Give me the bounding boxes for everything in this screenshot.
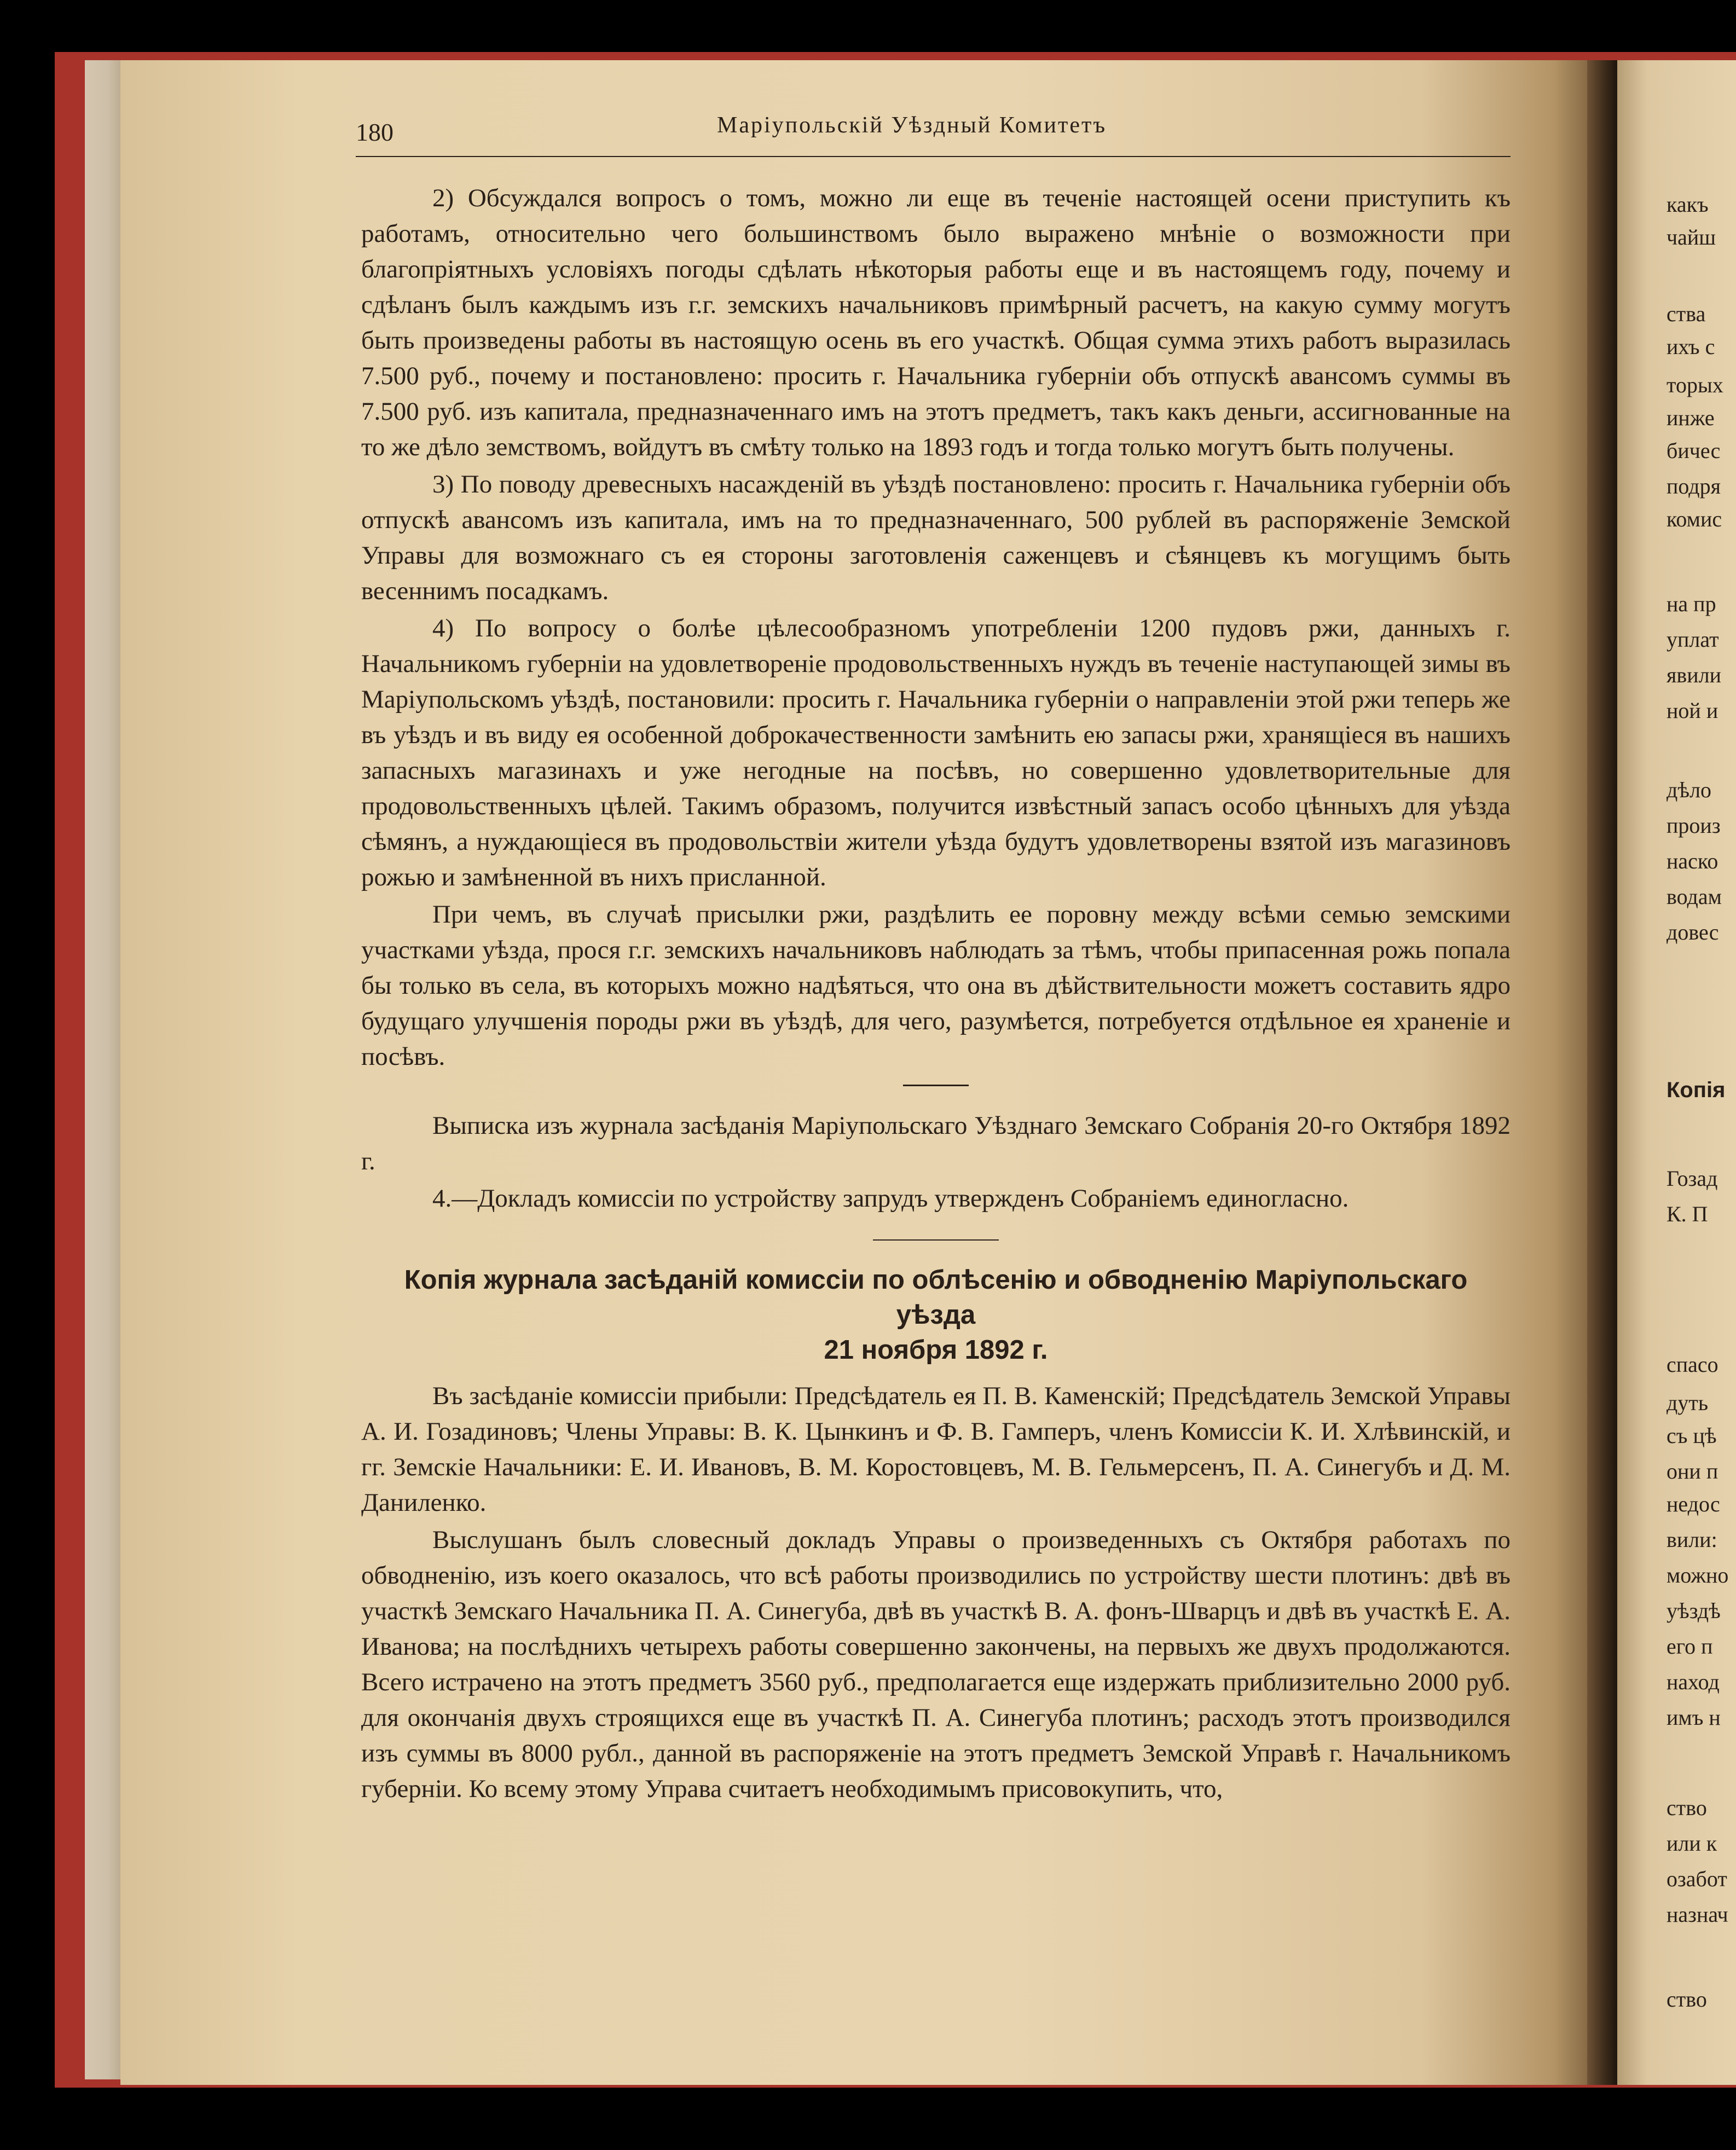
right-page-fragment xyxy=(1617,60,1736,2085)
next-page-line: они п xyxy=(1666,1459,1718,1483)
separator-rule xyxy=(903,1085,969,1086)
separator-rule xyxy=(873,1239,999,1241)
next-page-line: К. П xyxy=(1666,1202,1708,1226)
section-heading xyxy=(361,1262,1511,1367)
next-page-line: недос xyxy=(1666,1492,1720,1516)
paragraph: 2) Обсуждался вопросъ о томъ, можно ли еще въ теченіе настоящей осени приступить къ работамъ, относительно чего большинствомъ было выражено мнѣніе о возможности при благопріятныхъ условіяхъ погоды сдѣлать нѣкоторыя работы еще и въ настоящемъ году, почему и сдѣланъ былъ каждымъ изъ г.г. земскихъ начальниковъ примѣрный расчетъ, на какую сумму могутъ быть произведены работы въ настоящую осень въ его участкѣ. Общая сумма этихъ работъ выразилась 7.500 руб., почему и постановлено: просить г. Начальника губерніи объ отпускѣ авансомъ суммы въ 7.500 руб. изъ капитала, предназначеннаго имъ на этотъ предметъ, такъ какъ деньги, ассигнованные на то же дѣло земствомъ, войдутъ въ смѣту только на 1893 годъ и тогда только могутъ быть получены. xyxy=(361,184,1511,461)
next-page-line: комис xyxy=(1666,507,1722,531)
next-page-line: ство xyxy=(1666,1987,1707,2012)
next-page-line: ихъ с xyxy=(1666,334,1715,359)
next-page-line: на пр xyxy=(1666,592,1716,616)
next-page-line: произ xyxy=(1666,813,1721,838)
next-page-line: назнач xyxy=(1666,1902,1728,1927)
page-number: 180 xyxy=(356,118,394,146)
book-gutter xyxy=(1587,60,1617,2085)
running-head: Маріупольскій Уѣздный Комитетъ xyxy=(717,113,1107,138)
extract-paragraph: Выписка изъ журнала засѣданія Маріупольскаго Уѣзднаго Земскаго Собранія 20-го Октября 1892 г. xyxy=(361,1111,1511,1175)
next-page-line: наско xyxy=(1666,849,1718,873)
next-page-line: уѣздѣ xyxy=(1666,1598,1721,1623)
next-page-line: спасо xyxy=(1666,1352,1718,1377)
next-page-line: вили: xyxy=(1666,1527,1717,1552)
paragraph: 4) По вопросу о болѣе цѣлесообразномъ употребленіи 1200 пудовъ ржи, данныхъ г. Начальникомъ губерніи на удовлетвореніе продовольственныхъ нуждъ въ теченіе наступающей зимы въ Маріупольскомъ уѣздѣ, постановили: просить г. Начальника губерніи о направленіи этой ржи теперь же въ уѣздъ и въ виду ея особенной доброкачественности замѣнить ею запасы ржи, хранящіеся въ нашихъ запасныхъ магазинахъ и уже негодные на посѣвъ, но совершенно удовлетворительные для продовольственныхъ цѣлей. Такимъ образомъ, получится извѣстный запасъ особо цѣнныхъ для уѣзда сѣмянъ, а нуждающіеся въ продовольствіи жители уѣзда будутъ удовлетворены взятой изъ магазиновъ рожью и замѣненной въ нихъ присланной. xyxy=(361,614,1511,891)
next-page-line: дѣло xyxy=(1666,778,1712,802)
next-page-line: довес xyxy=(1666,920,1719,944)
next-page-line: съ цѣ xyxy=(1666,1423,1717,1448)
next-page-line: бичес xyxy=(1666,438,1721,463)
extract-paragraph: 4.—Докладъ комиссіи по устройству запрудъ утвержденъ Собраніемъ единогласно. xyxy=(432,1184,1349,1213)
next-page-line: подря xyxy=(1666,474,1721,499)
page-header xyxy=(356,107,1511,157)
page-edge-strip xyxy=(85,60,123,2079)
page-body xyxy=(361,181,1511,1809)
next-page-heading: Копія xyxy=(1666,1078,1726,1102)
next-page-line: торых xyxy=(1666,373,1723,397)
next-page-line: его п xyxy=(1666,1634,1713,1659)
next-page-line: наход xyxy=(1666,1670,1720,1694)
section-heading-date: 21 ноября 1892 г. xyxy=(824,1335,1048,1365)
next-page-line: чайш xyxy=(1666,225,1716,250)
next-page-line: водам xyxy=(1666,884,1722,909)
next-page-line: явили xyxy=(1666,663,1722,687)
paragraph: При чемъ, въ случаѣ присылки ржи, раздѣлить ее поровну между всѣми семью земскими участками уѣзда, прося г.г. земскихъ начальниковъ наблюдать за тѣмъ, чтобы припасенная рожь попала бы только въ села, въ которыхъ можно надѣяться, что она въ дѣйствительности можетъ составить ядро будущаго улучшенія породы ржи въ уѣздѣ, для чего, разумѣется, потребуется отдѣльное ея храненіе и посѣвъ. xyxy=(361,900,1511,1071)
next-page-line: ство xyxy=(1666,1795,1707,1820)
next-page-line: дуть xyxy=(1666,1390,1709,1415)
next-page-line: ной и xyxy=(1666,698,1718,723)
next-page-line: инже xyxy=(1666,405,1715,430)
next-page-line: озабот xyxy=(1666,1867,1727,1891)
next-page-line: имъ н xyxy=(1666,1705,1721,1730)
paragraph: Въ засѣданіе комиссіи прибыли: Предсѣдатель ея П. В. Каменскій; Предсѣдатель Земской Управы А. И. Гозадиновъ; Члены Управы: В. К. Цынкинъ и Ф. В. Гамперъ, членъ Комиссіи К. И. Хлѣвинскій, и гг. Земскіе Начальники: Е. И. Ивановъ, В. М. Коростовцевъ, М. В. Гельмерсенъ, П. А. Синегубъ и Д. М. Даниленко. xyxy=(361,1382,1511,1517)
next-page-line: Гозад xyxy=(1666,1166,1718,1191)
next-page-line: какъ xyxy=(1666,192,1709,217)
next-page-line: уплат xyxy=(1666,627,1719,652)
section-heading-line: Копія журнала засѣданій комиссіи по облѣсенію и обводненію Маріупольскаго уѣзда xyxy=(404,1265,1468,1330)
next-page-line: можно xyxy=(1666,1563,1729,1587)
paragraph: 3) По поводу древесныхъ насажденій въ уѣздѣ постановлено: просить г. Начальника губерніи объ отпускѣ авансомъ изъ капитала, имъ на то предназначеннаго, 500 рублей въ распоряженіе Земской Управы для возможнаго съ ея стороны заготовленія саженцевъ и сѣянцевъ къ могущимъ быть весеннимъ посадкамъ. xyxy=(361,470,1511,605)
paragraph: Выслушанъ былъ словесный докладъ Управы о произведенныхъ съ Октября работахъ по обводненію, изъ коего оказалось, что всѣ работы производились по устройству шести плотинъ: двѣ въ участкѣ Земскаго Начальника П. А. Синегуба, двѣ въ участкѣ В. А. фонъ-Шварцъ и двѣ въ участкѣ Е. А. Иванова; на послѣднихъ четырехъ работы совершенно закончены, на первыхъ же двухъ продолжаются. Всего истрачено на этотъ предметъ 3560 руб., предполагается еще издержать приблизительно 2000 руб. для окончанія двухъ строящихся еще въ участкѣ П. А. Синегуба плотинъ; расходъ этотъ производился изъ суммы въ 8000 рубл., данной въ распоряженіе на этотъ предметъ Земской Управѣ г. Начальникомъ губерніи. Ко всему этому Управа считаетъ необходимымъ присовокупить, что, xyxy=(361,1526,1511,1803)
next-page-line: или к xyxy=(1666,1831,1717,1856)
next-page-line: ства xyxy=(1666,302,1706,326)
